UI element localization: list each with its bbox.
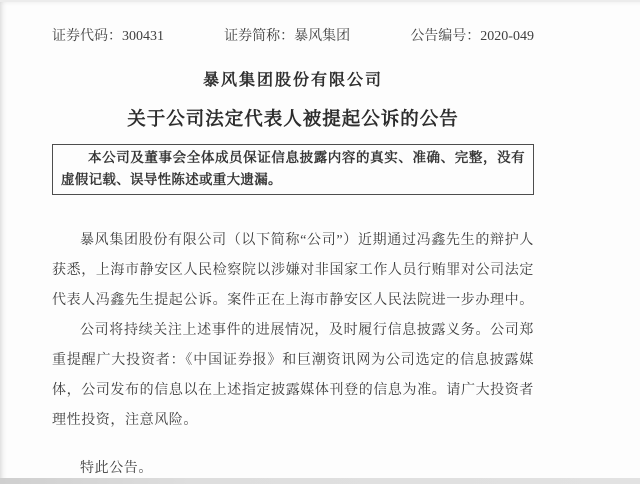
announcement-title: 关于公司法定代表人被提起公诉的公告	[127, 110, 459, 130]
disclaimer-box	[52, 144, 534, 195]
page-bottom-edge	[0, 478, 640, 484]
company-name-title: 暴风集团股份有限公司	[202, 72, 383, 89]
stock-code: 证券代码：300431	[52, 29, 164, 44]
securities-header-row	[52, 0, 534, 45]
announcement-number: 公告编号：2020-049	[410, 29, 534, 44]
disclaimer-text: 本公司及董事会全体成员保证信息披露内容的真实、准确、完整，没有虚假记载、误导性陈述或重大遗漏。	[61, 150, 525, 187]
document-content	[52, 0, 534, 484]
body-paragraph-2: 公司将持续关注上述事件的进展情况，及时履行信息披露义务。公司郑重提醒广大投资者：《中国证券报》和巨潮资讯网为公司选定的信息披露媒体，公司发布的信息以在上述指定披露媒体刊登的信息为准。请广大投资者理性投资，注意风险。	[52, 323, 534, 428]
closing-statement: 特此公告。	[80, 461, 153, 476]
stock-short-name: 证券简称：暴风集团	[224, 29, 351, 44]
body-paragraph-1: 暴风集团股份有限公司（以下简称“公司”）近期通过冯鑫先生的辩护人获悉，上海市静安区人民检察院以涉嫌对非国家工作人员行贿罪对公司法定代表人冯鑫先生提起公诉。案件正在上海市静安区人民法院进一步办理中。	[52, 233, 534, 308]
